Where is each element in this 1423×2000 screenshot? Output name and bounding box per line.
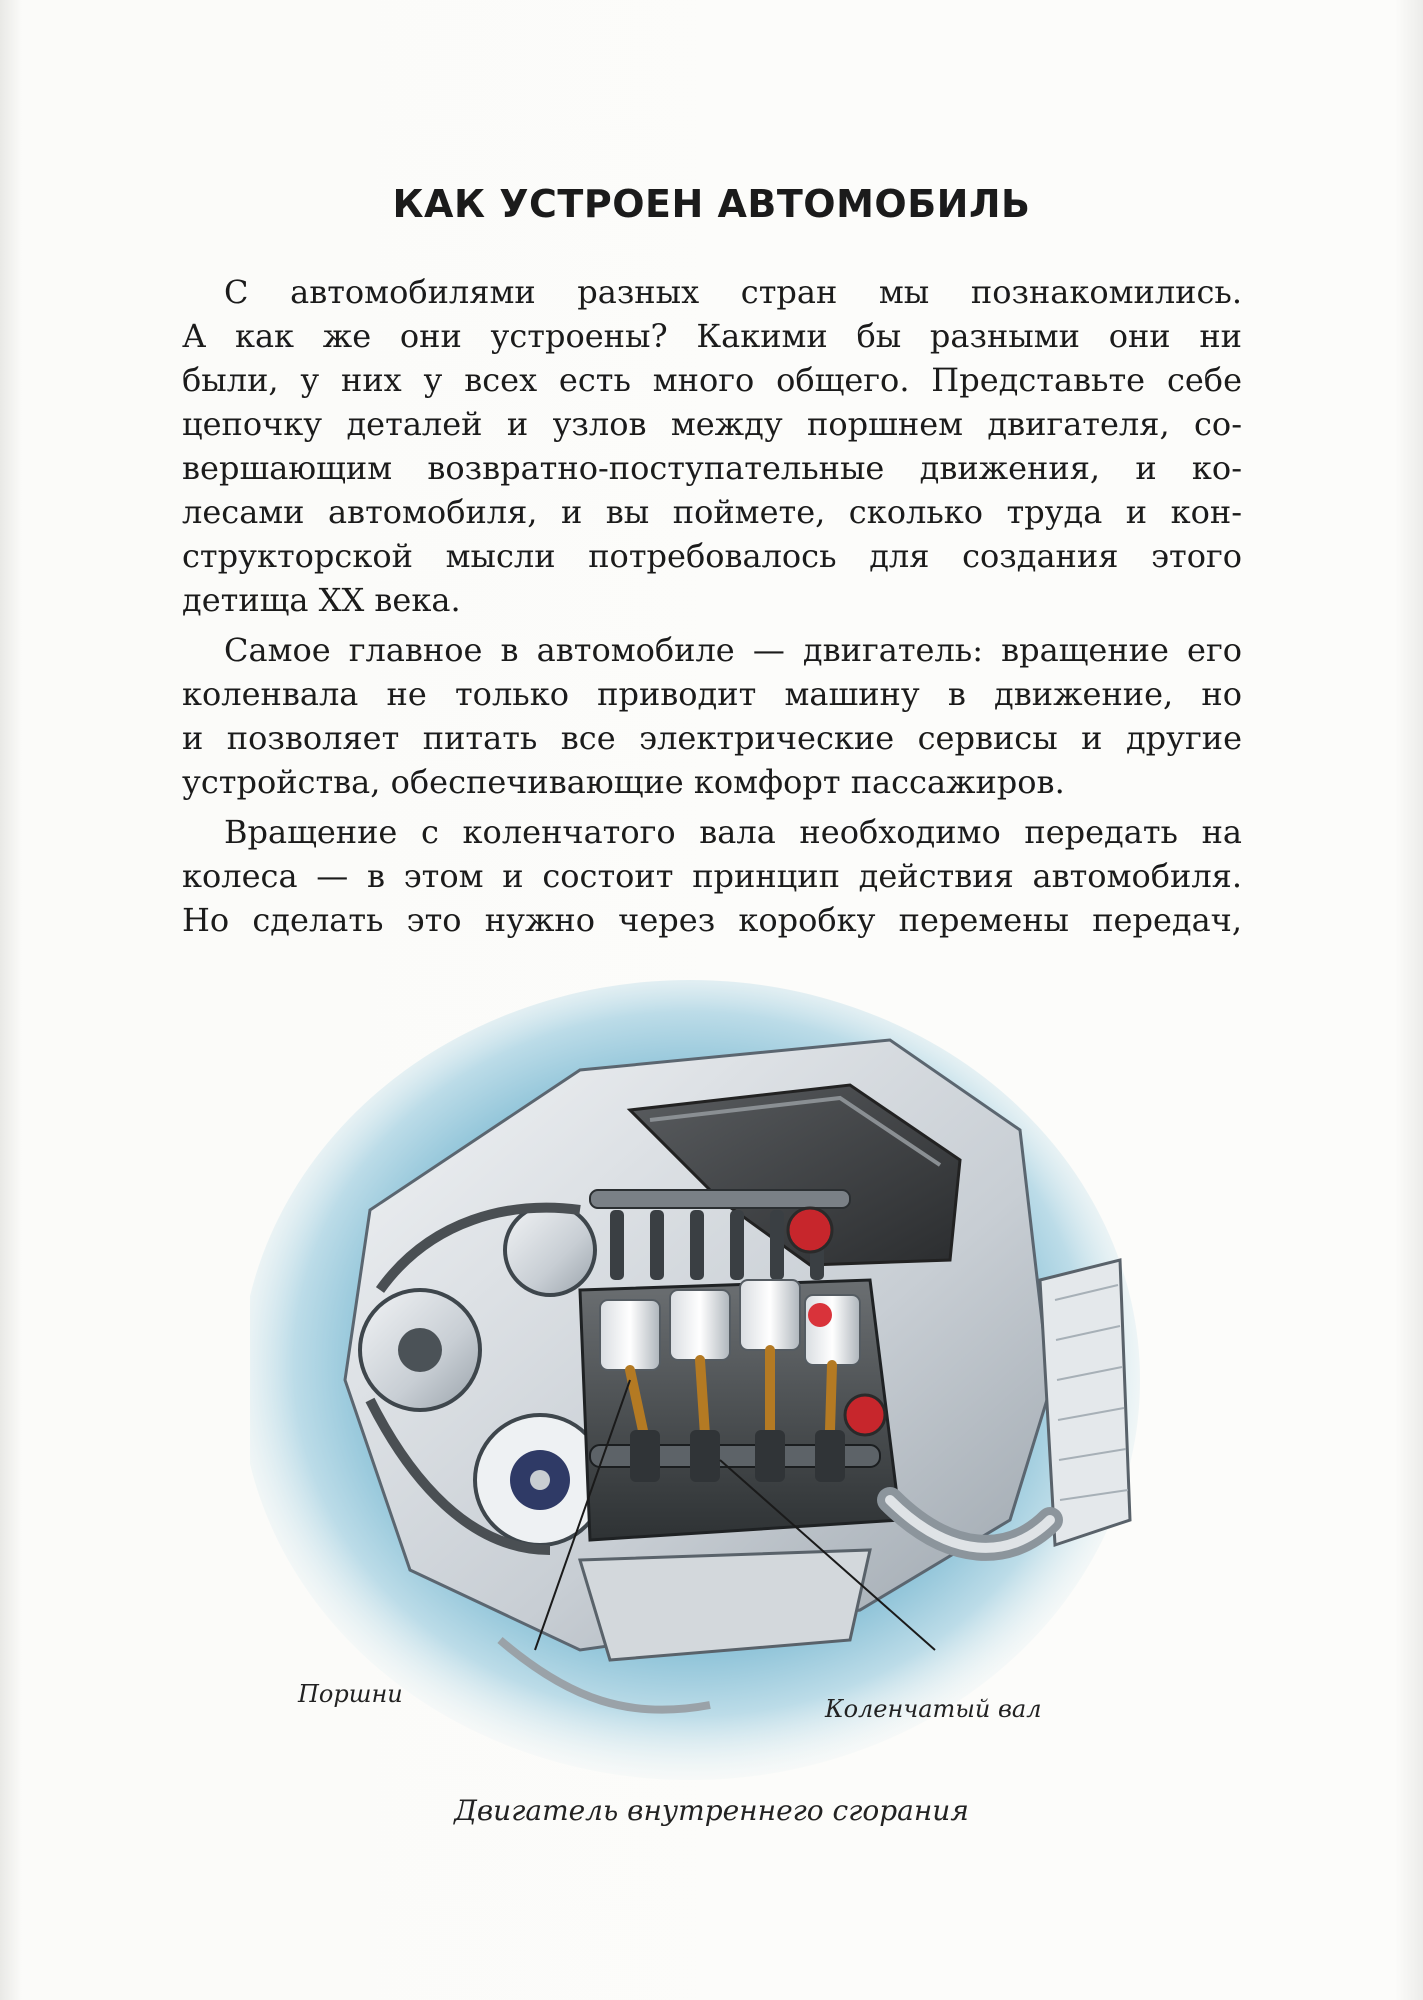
text-line: Но сделать это нужно через коробку перемены передач, <box>182 901 1242 939</box>
text-line: А как же они устроены? Какими бы разными они ни <box>182 317 1242 355</box>
crankshaft-label: Коленчатый вал <box>825 1695 1042 1723</box>
text-line: вершающим возвратно-поступательные движения, и ко- <box>182 449 1242 487</box>
body-text <box>182 270 1242 948</box>
figure-caption: Двигатель внутреннего сгорания <box>454 1794 969 1827</box>
text-line: устройства, обеспечивающие комфорт пассажиров. <box>182 763 1065 801</box>
intercooler <box>1040 1260 1130 1545</box>
paragraph-2 <box>182 628 1242 804</box>
engine-illustration <box>250 960 1170 1840</box>
text-line: структорской мысли потребовалось для создания этого <box>182 537 1242 575</box>
text-line: Вращение с коленчатого вала необходимо передать на <box>224 813 1242 851</box>
pistons-label: Поршни <box>298 1680 403 1708</box>
text-line: коленвала не только приводит машину в движение, но <box>182 675 1242 713</box>
text-line: цепочку деталей и узлов между поршнем двигателя, со- <box>182 405 1242 443</box>
text-line: С автомобилями разных стран мы познакомились. <box>224 273 1242 311</box>
page-title: КАК УСТРОЕН АВТОМОБИЛЬ <box>392 182 1031 226</box>
camshaft <box>590 1190 850 1208</box>
text-line: Самое главное в автомобиле — двигатель: вращение его <box>224 631 1242 669</box>
text-line: лесами автомобиля, и вы поймете, сколько труда и кон- <box>182 493 1242 531</box>
paragraph-1 <box>182 270 1242 622</box>
pulley <box>505 1205 595 1295</box>
text-line: были, у них у всех есть много общего. Представьте себе <box>182 361 1242 399</box>
text-line: колеса — в этом и состоит принцип действия автомобиля. <box>182 857 1242 895</box>
text-line: детища XX века. <box>182 581 461 619</box>
paragraph-3 <box>182 810 1242 942</box>
text-line: и позволяет питать все электрические сервисы и другие <box>182 719 1242 757</box>
